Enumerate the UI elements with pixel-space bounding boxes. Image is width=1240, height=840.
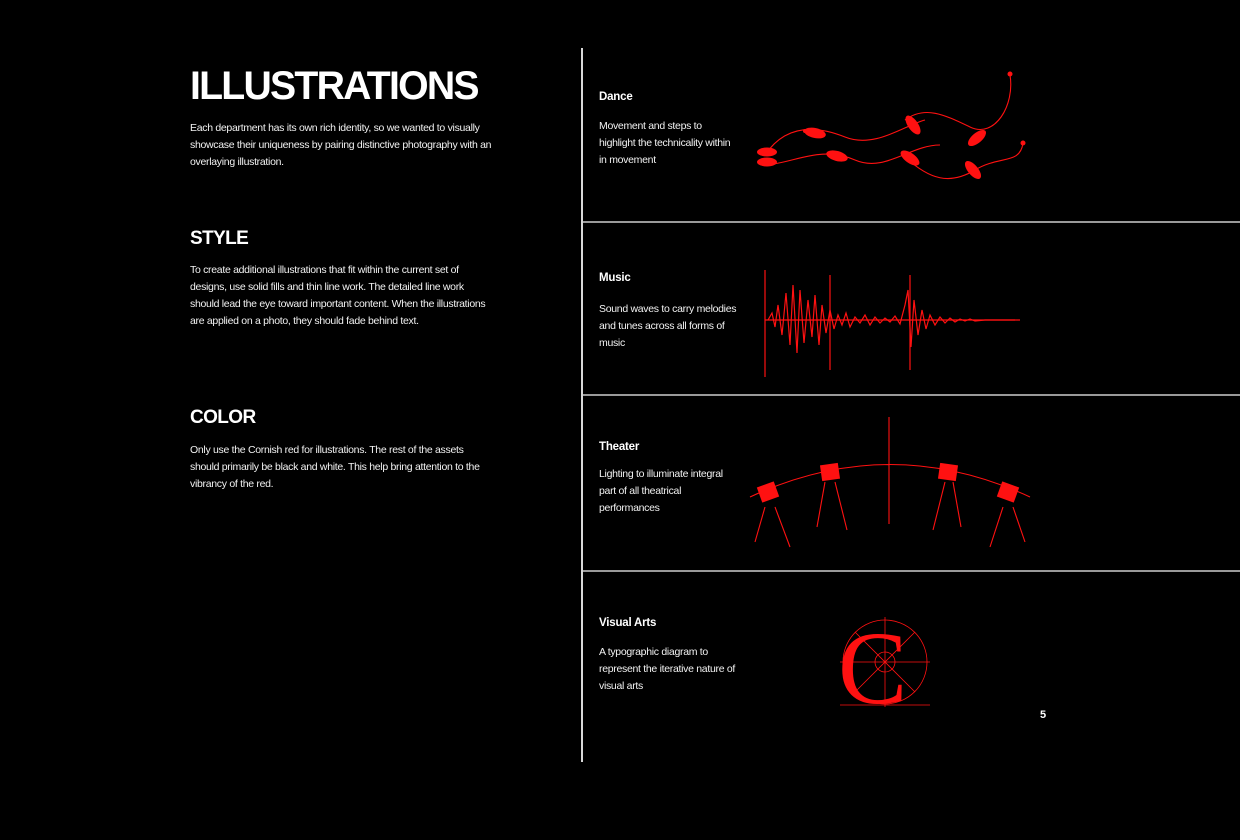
row-divider-2 xyxy=(583,394,1240,396)
left-column xyxy=(190,60,520,490)
page-number: 5 xyxy=(1040,709,1047,721)
color-paragraph: Only use the Cornish red for illustrations. The rest of the assets should primarily be black and white. This help bring attention to the vibrancy of the red. xyxy=(190,444,480,490)
theater-description: Lighting to illuminate integral part of all theatrical performances xyxy=(599,468,723,514)
typographic-c-illustration xyxy=(830,605,940,715)
visual-arts-description: A typographic diagram to represent the iterative nature of visual arts xyxy=(599,646,736,692)
row-divider-1 xyxy=(583,221,1240,223)
row-divider-3 xyxy=(583,570,1240,572)
music-title: Music xyxy=(599,272,631,284)
letter-c-glyph: C xyxy=(838,611,908,715)
color-heading: COLOR xyxy=(190,407,256,428)
footsteps-illustration xyxy=(745,65,1035,190)
style-paragraph: To create additional illustrations that fit within the current set of designs, use solid fills and thin line work. The detailed line work should lead the eye toward important content. When the illustrations are applied on a photo, they should fade behind text. xyxy=(190,264,486,327)
soundwave-illustration xyxy=(760,265,1025,380)
intro-paragraph: Each department has its own rich identity, so we wanted to visually showcase their uniqueness by pairing distinctive photography with an overlaying illustration. xyxy=(190,122,492,168)
vertical-divider xyxy=(581,48,583,762)
theater-title: Theater xyxy=(599,441,640,453)
stage-lights-illustration xyxy=(745,412,1035,552)
dance-description: Movement and steps to highlight the technicality within in movement xyxy=(599,120,731,166)
page-title: ILLUSTRATIONS xyxy=(190,64,478,108)
dance-title: Dance xyxy=(599,91,633,103)
music-description: Sound waves to carry melodies and tunes across all forms of music xyxy=(599,303,737,349)
visual-arts-title: Visual Arts xyxy=(599,617,657,629)
style-heading: STYLE xyxy=(190,228,249,249)
